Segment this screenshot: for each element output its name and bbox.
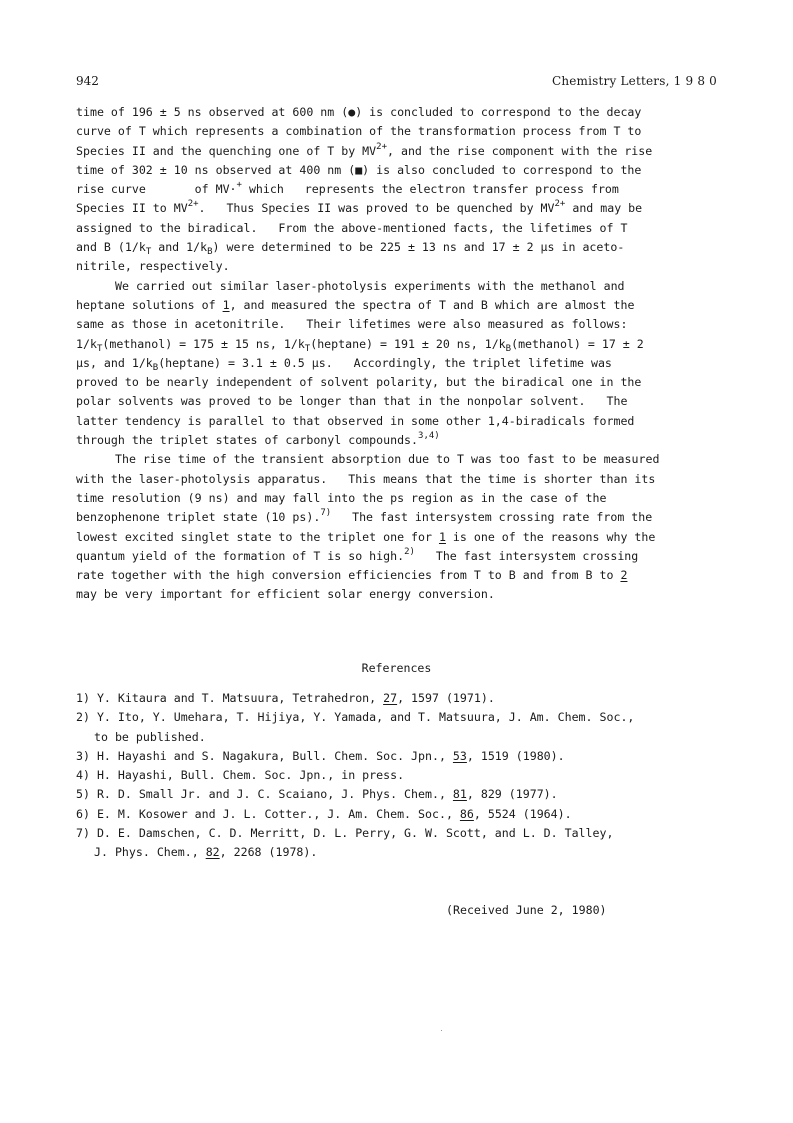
- body-line: time of 302 ± 10 ns observed at 400 nm (■) is also concluded to correspond to the: [76, 162, 642, 177]
- body-line: The rise time of the transient absorption due to T was too fast to be measured: [115, 452, 660, 467]
- body-line: latter tendency is parallel to that observed in some other 1,4-biradicals formed: [76, 413, 635, 428]
- reference-line: J. Phys. Chem., 82, 2268 (1978).: [94, 845, 318, 860]
- body-line: curve of T which represents a combination of the transformation process from T to: [76, 124, 642, 139]
- body-line: polar solvents was proved to be longer than that in the nonpolar solvent. The: [76, 394, 628, 409]
- received-date: (Received June 2, 1980): [446, 903, 607, 917]
- body-line: proved to be nearly independent of solvent polarity, but the biradical one in the: [76, 375, 642, 390]
- body-line: lowest excited singlet state to the triplet one for 1 is one of the reasons why the: [76, 529, 656, 544]
- body-line: Species II to $MV^{2+}$. Thus Species II was proved to be quenched by $MV^{2+}$ and may be: [76, 199, 643, 216]
- references-heading: References: [361, 661, 432, 675]
- body-line: with the laser-photolysis apparatus. This means that the time is shorter than its: [76, 471, 656, 486]
- body-line: quantum yield of the formation of T is so high.$^{2)}$ The fast intersystem crossing: [76, 546, 639, 563]
- body-line: same as those in acetonitrile. Their lifetimes were also measured as follows:: [76, 317, 628, 332]
- body-line: $1/k_T(methanol) = 175 \pm 15$ ns, $1/k_T(heptane) = 191 \pm 20$ ns, $1/k_B(methanol) = 17 \pm 2$: [76, 336, 644, 354]
- page-number: 942: [76, 74, 99, 88]
- reference-line: 6) E. M. Kosower and J. L. Cotter., J. Am. Chem. Soc., 86, 5524 (1964).: [76, 806, 572, 821]
- body-line: rate together with the high conversion efficiencies from T to B and from B to 2: [76, 568, 628, 583]
- body-line: Species II and the quenching one of T by $MV^{2+}$, and the rise component with the rise: [76, 141, 653, 158]
- body-line: rise curve of MV·+ which represents the electron transfer process from: [76, 180, 619, 197]
- body-line: We carried out similar laser-photolysis experiments with the methanol and: [115, 278, 625, 293]
- body-line: μs, and $1/k_B(heptane) = 3.1 \pm 0.5$ μs. Accordingly, the triplet lifetime was: [76, 355, 612, 373]
- reference-line: 7) D. E. Damschen, C. D. Merritt, D. L. Perry, G. W. Scott, and L. D. Talley,: [76, 826, 614, 841]
- reference-line: 5) R. D. Small Jr. and J. C. Scaiano, J. Phys. Chem., 81, 829 (1977).: [76, 787, 558, 802]
- reference-line: 2) Y. Ito, Y. Umehara, T. Hijiya, Y. Yamada, and T. Matsuura, J. Am. Chem. Soc.,: [76, 710, 635, 725]
- reference-line: 3) H. Hayashi and S. Nagakura, Bull. Chem. Soc. Jpn., 53, 1519 (1980).: [76, 748, 565, 763]
- body-line: time of 196 ± 5 ns observed at 600 nm (●) is concluded to correspond to the decay: [76, 105, 642, 119]
- references-list: [76, 689, 718, 863]
- body-text: [76, 103, 718, 605]
- reference-line: 4) H. Hayashi, Bull. Chem. Soc. Jpn., in press.: [76, 768, 405, 783]
- body-line: assigned to the biradical. From the above-mentioned facts, the lifetimes of T: [76, 220, 628, 235]
- body-line: benzophenone triplet state (10 ps).$^{7)}$ The fast intersystem crossing rate from the: [76, 508, 653, 525]
- body-line: nitrile, respectively.: [76, 259, 230, 274]
- journal-title: Chemistry Letters, 1 9 8 0: [551, 74, 717, 88]
- body-line: heptane solutions of 1, and measured the spectra of T and B which are almost the: [76, 297, 635, 312]
- body-line: through the triplet states of carbonyl compounds.$^{3,4)}$: [76, 431, 440, 448]
- reference-line: 1) Y. Kitaura and T. Matsuura, Tetrahedron, 27, 1597 (1971).: [76, 691, 495, 705]
- stray-mark: [441, 1030, 442, 1031]
- body-line: time resolution (9 ns) and may fall into the ps region as in the case of the: [76, 490, 607, 505]
- body-line: may be very important for efficient solar energy conversion.: [76, 587, 495, 602]
- body-line: and B ($1/k_T$ and $1/k_B$) were determined to be 225 ± 13 ns and 17 ± 2 μs in aceto-: [76, 240, 625, 258]
- reference-line: to be published.: [94, 729, 206, 744]
